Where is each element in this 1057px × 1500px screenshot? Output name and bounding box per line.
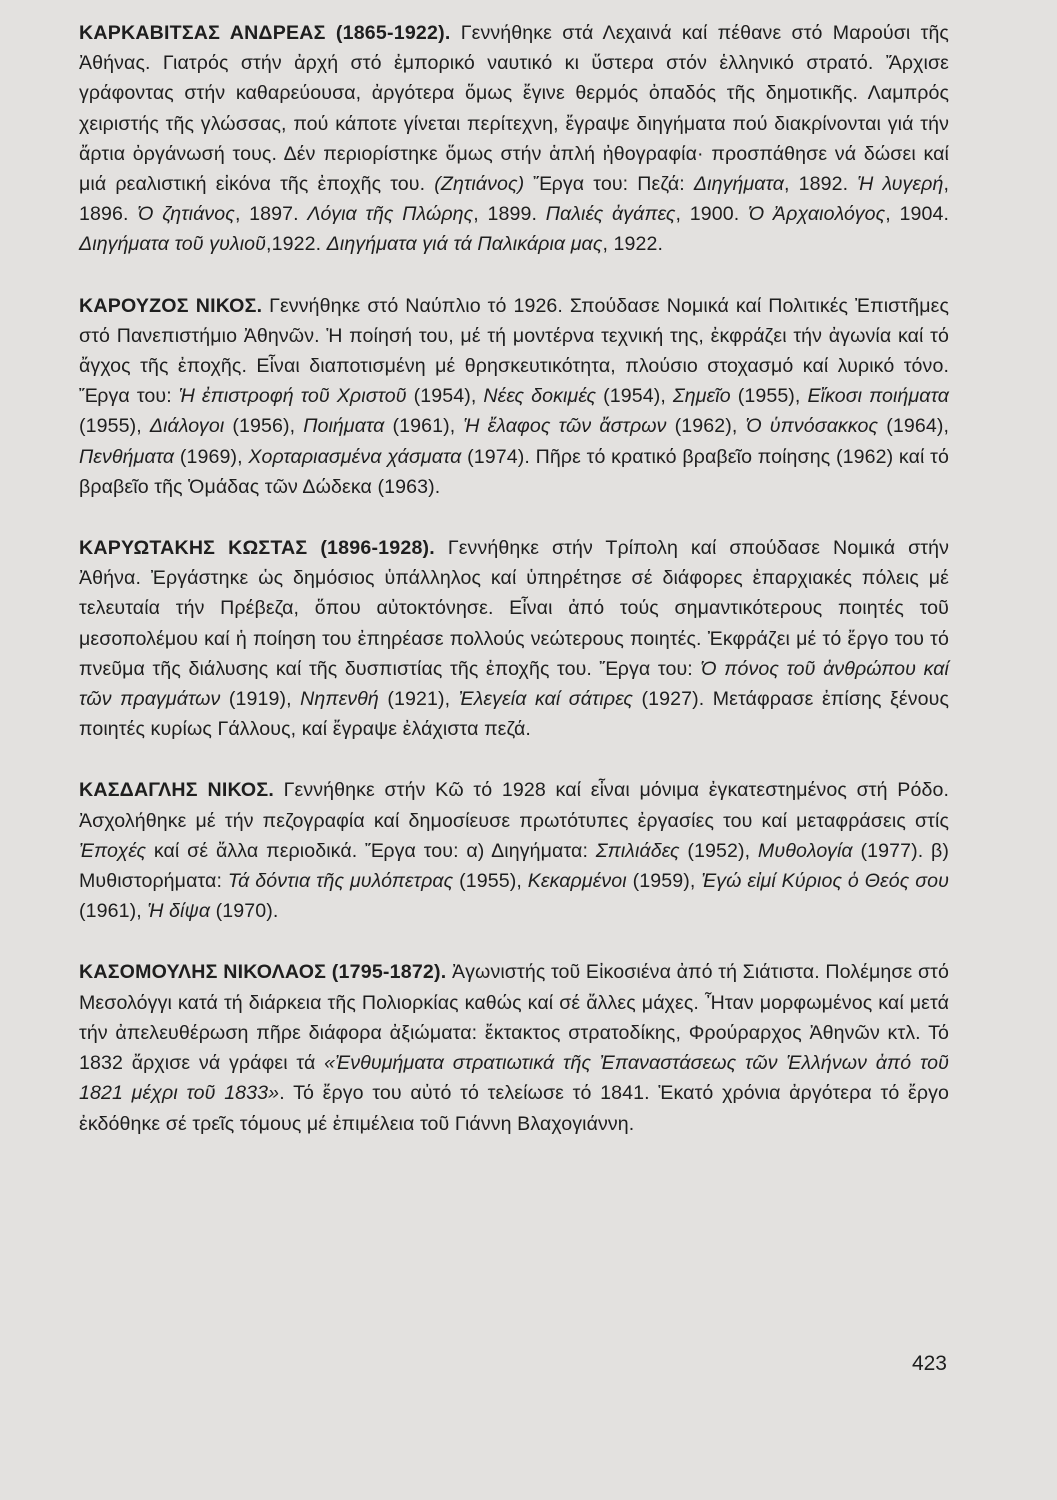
page-content — [79, 18, 949, 1170]
italic-title: (Ζητιάνος) — [434, 173, 525, 196]
body-text: καί σέ ἄλλα περιοδικά. Ἔργα του: α) Διηγήματα: — [146, 839, 596, 862]
body-text: (1970). — [210, 900, 279, 923]
italic-title: Νηπενθή — [300, 688, 379, 711]
italic-title: Ἡ λυγερή — [857, 173, 944, 196]
body-text: . Τό ἔργο του αὐτό τό τελείωσε τό 1841. Ἑκατό χρόνια ἀργότερα τό ἔργο ἐκδόθηκε σέ τρεῖς τόμους μέ ἐπιμέλεια τοῦ Γιάννη Βλαχογιάννη. — [79, 1082, 950, 1135]
italic-title: Νέες δοκιμές — [483, 385, 597, 408]
body-text: (1956), — [224, 415, 304, 438]
italic-title: Ἡ ἔλαφος τῶν ἄστρων — [463, 415, 667, 438]
body-text: (1954), — [596, 385, 673, 408]
body-text: (1955), — [453, 870, 528, 893]
body-text: Γεννήθηκε στήν Τρίπολη καί σπούδασε Νομικά στήν Ἀθήνα. Ἐργάστηκε ὡς δημόσιος ὑπάλληλος καί ὑπηρέτησε σέ διάφορες ἐπαρχιακές πόλεις μέ τελευταία τήν Πρέβεζα, ὅπου αὐτοκτόνησε. Εἶναι ἀπό τούς σημαντικότερους ποιητές τοῦ μεσοπολέμου καί ἡ ποίηση του ἐπηρέασε πολλούς νεώτερους ποιητές. Ἐκφράζει μέ τό ἔργο του τό πνεῦμα τῆς διάλυσης καί τῆς δυσπιστίας τῆς ἐποχῆς του. Ἔργα του: — [79, 537, 950, 680]
entry-heading: ΚΑΣΔΑΓΛΗΣ ΝΙΚΟΣ. — [79, 779, 274, 802]
italic-title: Ὁ πόνος τοῦ ἀνθρώπου καί τῶν πραγμάτων — [79, 657, 949, 711]
body-text: (1974). Πῆρε τό κρατικό βραβεῖο ποίησης (1962) καί τό βραβεῖο τῆς Ὁμάδας τῶν Δώδεκα (1963). — [79, 445, 949, 498]
italic-title: Ὁ ζητιάνος — [137, 203, 235, 226]
italic-title: Ἡ δίψα — [147, 900, 211, 923]
body-text: (1961), — [79, 900, 148, 923]
entry-karyotakis — [79, 533, 949, 744]
body-text: Ἔργα του: Πεζά: — [524, 173, 694, 196]
body-text: , 1900. — [675, 203, 748, 226]
italic-title: Ἐλεγεία καί σάτιρες — [458, 688, 634, 711]
body-text: (1954), — [406, 385, 484, 408]
body-text: Γεννήθηκε στό Ναύπλιο τό 1926. Σπούδασε Νομικά καί Πολιτικές Ἐπιστῆμες στό Πανεπιστήμιο Ἀθηνῶν. Ἡ ποίησή του, μέ τή μοντέρνα τεχνική της, ἐκφράζει τήν ἀγωνία καί τό ἄγχος τῆς ἐποχῆς. Εἶναι διαποτισμένη μέ θρησκευτικότητα, πλούσιο στοχασμό καί λυρικό τόνο. Ἔργα του: — [79, 294, 949, 408]
italic-title: Σημεῖο — [672, 385, 731, 408]
italic-title: Μυθολογία — [757, 839, 853, 862]
italic-title: Διηγήματα γιά τά Παλικάρια μας — [326, 233, 603, 256]
entry-body — [79, 961, 949, 1134]
body-text: Γεννήθηκε στά Λεχαινά καί πέθανε στό Μαρούσι τῆς Ἀθήνας. Γιατρός στήν ἀρχή στό ἐμπορικό ναυτικό κι ὕστερα στόν ἑλληνικό στρατό. Ἄρχισε γράφοντας στήν καθαρεύουσα, ἀργότερα ὅμως ἔγινε θερμός ὀπαδός τῆς δημοτικῆς. Λαμπρός χειριστής τῆς γλώσσας, πού κάποτε γίνεται περίτεχνη, ἔγραψε διηγήματα πού διακρίνονται γιά τήν ἄρτια ὀργάνωσή τους. Δέν περιορίστηκε ὅμως στήν ἁπλή ἠθογραφία· προσπάθησε νά δώσει καί μιά ρεαλιστική εἰκόνα τῆς ἐποχῆς του. — [79, 22, 949, 196]
italic-title: Σπιλιάδες — [595, 839, 680, 862]
entry-heading: ΚΑΣΟΜΟΥΛΗΣ ΝΙΚΟΛΑΟΣ (1795-1872). — [79, 961, 447, 984]
italic-title: Διάλογοι — [149, 415, 225, 438]
entry-kasdaglis — [79, 775, 949, 926]
entry-body — [79, 537, 949, 740]
italic-title: Τά δόντια τῆς μυλόπετρας — [227, 870, 454, 893]
body-text: (1959), — [626, 870, 702, 893]
entry-karkavitsas — [79, 18, 949, 260]
italic-title: Κεκαρμένοι — [527, 870, 627, 893]
italic-title: Παλιές ἀγάπες — [545, 203, 676, 226]
body-text: (1921), — [378, 688, 459, 711]
body-text: (1969), — [174, 445, 249, 468]
entry-heading: ΚΑΡΟΥΖΟΣ ΝΙΚΟΣ. — [79, 294, 263, 317]
body-text: ,1922. — [266, 233, 327, 256]
body-text: Γεννήθηκε στήν Κῶ τό 1928 καί εἶναι μόνιμα ἐγκατεστημένος στή Ρόδο. Ἀσχολήθηκε μέ τήν πεζογραφία καί δημοσίευσε πρωτότυπες ἐργασίες του καί μεταφράσεις στίς — [79, 779, 949, 832]
italic-title: Ὁ ὑπνόσακκος — [745, 415, 879, 438]
body-text: , 1892. — [783, 173, 858, 196]
entry-heading: ΚΑΡΥΩΤΑΚΗΣ ΚΩΣΤΑΣ (1896-1928). — [79, 537, 435, 560]
italic-title: Ἐγώ εἰμί Κύριος ὁ Θεός σου — [701, 870, 950, 893]
italic-title: Ὁ Ἀρχαιολόγος — [747, 203, 886, 226]
body-text: , 1896. — [79, 173, 949, 226]
italic-title: «Ἐνθυμήματα στρατιωτικά τῆς Ἐπαναστάσεως τῶν Ἑλλήνων ἀπό τοῦ 1821 μέχρι τοῦ 1833» — [79, 1052, 950, 1105]
body-text: , 1899. — [473, 203, 546, 226]
italic-title: Λόγια τῆς Πλώρης — [307, 203, 474, 226]
body-text: , 1922. — [602, 233, 664, 256]
italic-title: Διηγήματα — [693, 173, 784, 196]
italic-title: Ποιήματα — [303, 415, 385, 438]
italic-title: Ἡ ἐπιστροφή τοῦ Χριστοῦ — [178, 385, 407, 408]
body-text: , 1897. — [234, 203, 308, 226]
italic-title: Πενθήματα — [79, 445, 175, 468]
body-text: (1964), — [878, 415, 950, 438]
body-text: (1919), — [220, 688, 301, 711]
body-text: (1955), — [79, 415, 150, 438]
body-text: , 1904. — [885, 203, 949, 226]
italic-title: Εἴκοσι ποιήματα — [807, 385, 950, 408]
italic-title: Ἐποχές — [79, 839, 147, 862]
page-number: 423 — [911, 1352, 947, 1375]
body-text: (1962), — [666, 415, 746, 438]
body-text: (1952), — [679, 839, 758, 862]
body-text: (1961), — [384, 415, 464, 438]
body-text: (1977). β) Μυθιστορήματα: — [79, 839, 950, 893]
body-text: (1927). Μετάφρασε ἐπίσης ξένους ποιητές κυρίως Γάλλους, καί ἔγραψε ἐλάχιστα πεζά. — [79, 688, 950, 741]
italic-title: Διηγήματα τοῦ γυλιοῦ — [79, 233, 267, 256]
italic-title: Χορταριασμένα χάσματα — [248, 445, 462, 468]
body-text: (1955), — [730, 385, 808, 408]
entry-body — [79, 295, 949, 498]
entry-kasomoulis — [79, 957, 949, 1138]
entry-body — [79, 22, 949, 255]
entry-heading: ΚΑΡΚΑΒΙΤΣΑΣ ΑΝΔΡΕΑΣ (1865-1922). — [79, 22, 451, 44]
body-text: Ἀγωνιστής τοῦ Εἰκοσιένα ἀπό τή Σιάτιστα. Πολέμησε στό Μεσολόγγι κατά τή διάρκεια τῆς Πολιορκίας καθώς καί σέ ἄλλες μάχες. Ἦταν μορφωμένος καί μετά τήν ἀπελευθέρωση πῆρε διάφορα ἀξιώματα: ἔκτακτος στρατοδίκης, Φρούραρχος Ἀθηνῶν κτλ. Τό 1832 ἄρχισε νά γράφει τά — [79, 961, 949, 1075]
entry-karouzos — [79, 291, 949, 502]
